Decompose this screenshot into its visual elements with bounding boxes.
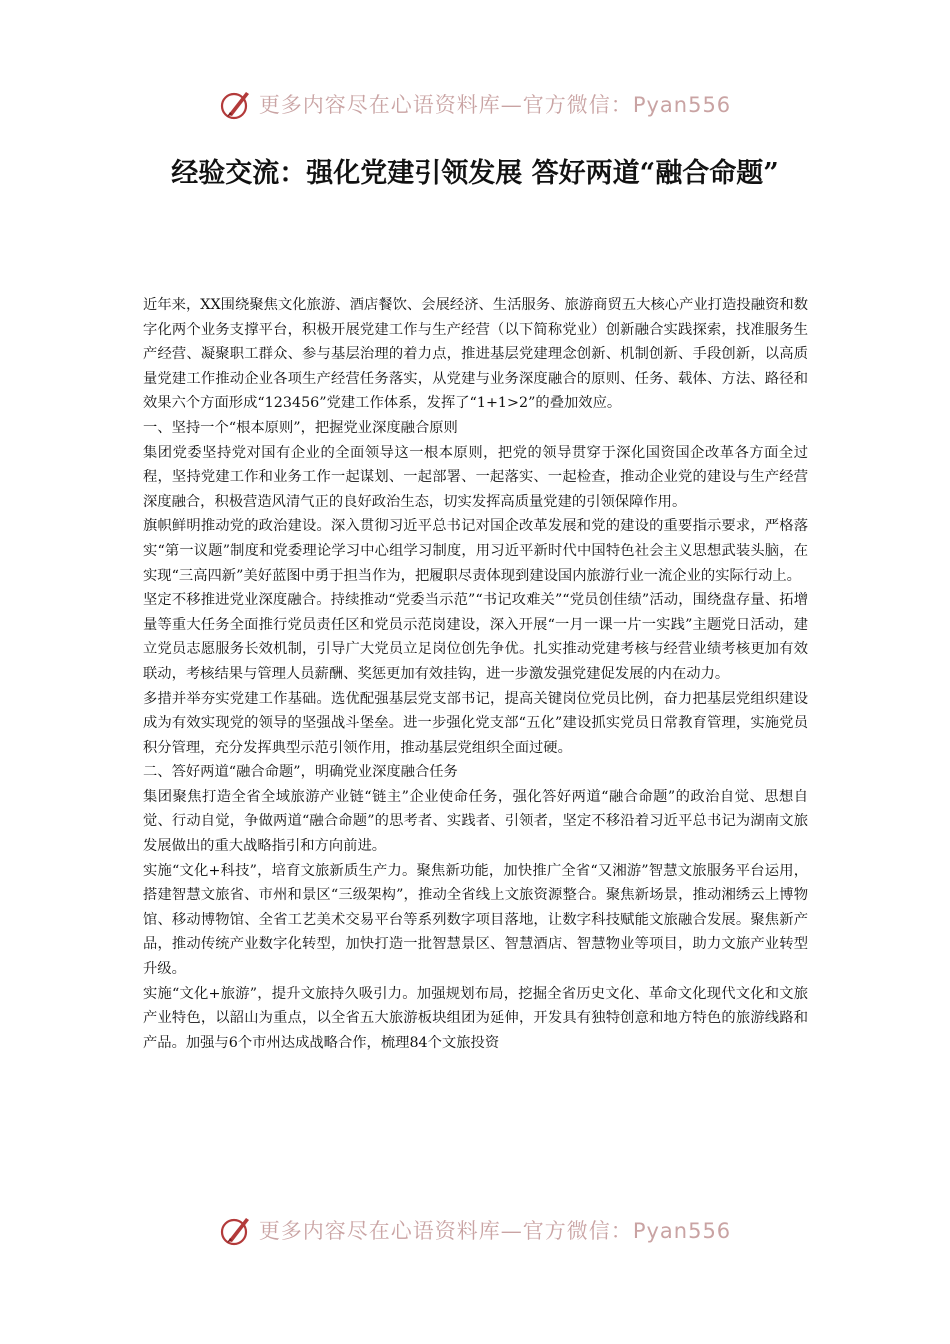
- quill-pen-circle-icon: [219, 1213, 253, 1247]
- paragraph: 多措并举夯实党建工作基础。选优配强基层党支部书记，提高关键岗位党员比例，奋力把基层党组织建设成为有效实现党的领导的坚强战斗堡垒。进一步强化党支部“五化”建设抓实党员日常教育管理，实施党员积分管理，充分发挥典型示范引领作用，推动基层党组织全面过硬。: [143, 690, 808, 756]
- banner-text: 更多内容尽在心语资料库—官方微信：Pyan556: [258, 1219, 732, 1243]
- footer-banner: [0, 1208, 950, 1252]
- paragraph: 坚定不移推进党业深度融合。持续推动“党委当示范”“书记攻难关”“党员创佳绩”活动，围绕盘存量、拓增量等重大任务全面推行党员责任区和党员示范岗建设，深入开展“一月一课一片一实践”主题党日活动，建立党员志愿服务长效机制，引导广大党员立足岗位创先争优。扎实推动党建考核与经营业绩考核更加有效联动，考核结果与管理人员薪酬、奖惩更加有效挂钩，进一步激发强党建促发展的内在动力。: [143, 592, 808, 682]
- paragraph: 实施“文化+科技”，培育文旅新质生产力。聚焦新功能，加快推广全省“又湘游”智慧文旅服务平台运用，搭建智慧文旅省、市州和景区“三级架构”，推动全省线上文旅资源整合。聚焦新场景，推动湘绣云上博物馆、移动博物馆、全省工艺美术交易平台等系列数字项目落地，让数字科技赋能文旅融合发展。聚焦新产品，推动传统产业数字化转型，加快打造一批智慧景区、智慧酒店、智慧物业等项目，助力文旅产业转型升级。: [143, 862, 808, 978]
- document-title: 经验交流：强化党建引领发展 答好两道“融合命题”: [171, 158, 779, 189]
- paragraph: 旗帜鲜明推动党的政治建设。深入贯彻习近平总书记对国企改革发展和党的建设的重要指示要求，严格落实“第一议题”制度和党委理论学习中心组学习制度，用习近平新时代中国特色社会主义思想武装头脑，在实现“三高四新”美好蓝图中勇于担当作为，把履职尽责体现到建设国内旅游行业一流企业的实际行动上。: [143, 518, 808, 584]
- banner-text: 更多内容尽在心语资料库—官方微信：Pyan556: [258, 93, 732, 117]
- paragraph: 实施“文化+旅游”，提升文旅持久吸引力。加强规划布局，挖掘全省历史文化、革命文化现代文化和文旅产业特色，以韶山为重点，以全省五大旅游板块组团为延伸，开发具有独特创意和地方特色的旅游线路和产品。加强与6个市州达成战略合作，梳理84个文旅投资: [143, 985, 808, 1051]
- section-heading: 二、答好两道“融合命题”，明确党业深度融合任务: [143, 764, 458, 781]
- wechat-id: Pyan556: [632, 93, 732, 117]
- paragraph: 集团党委坚持党对国有企业的全面领导这一根本原则，把党的领导贯穿于深化国资国企改革各方面全过程，坚持党建工作和业务工作一起谋划、一起部署、一起落实、一起检查，推动企业党的建设与生产经营深度融合，积极营造风清气正的良好政治生态，切实发挥高质量党建的引领保障作用。: [143, 444, 808, 510]
- header-banner: [0, 82, 950, 126]
- section-heading: 一、坚持一个“根本原则”，把握党业深度融合原则: [143, 419, 458, 436]
- paragraph: 集团聚焦打造全省全域旅游产业链“链主”企业使命任务，强化答好两道“融合命题”的政治自觉、思想自觉、行动自觉，争做两道“融合命题”的思考者、实践者、引领者，坚定不移沿着习近平总书记为湖南文旅发展做出的重大战略指引和方向前进。: [143, 788, 808, 855]
- quill-pen-circle-icon: [219, 87, 253, 121]
- document-body: [143, 293, 808, 1055]
- paragraph: 近年来，XX围绕聚焦文化旅游、酒店餐饮、会展经济、生活服务、旅游商贸五大核心产业打造投融资和数字化两个业务支撑平台，积极开展党建工作与生产经营（以下简称党业）创新融合实践探索，找准服务生产经营、凝聚职工群众、参与基层治理的着力点，推进基层党建理念创新、机制创新、手段创新，以高质量党建工作推动企业各项生产经营任务落实，从党建与业务深度融合的原则、任务、载体、方法、路径和效果六个方面形成“123456”党建工作体系，发挥了“1+1>2”的叠加效应。: [143, 297, 808, 412]
- wechat-id: Pyan556: [632, 1219, 732, 1243]
